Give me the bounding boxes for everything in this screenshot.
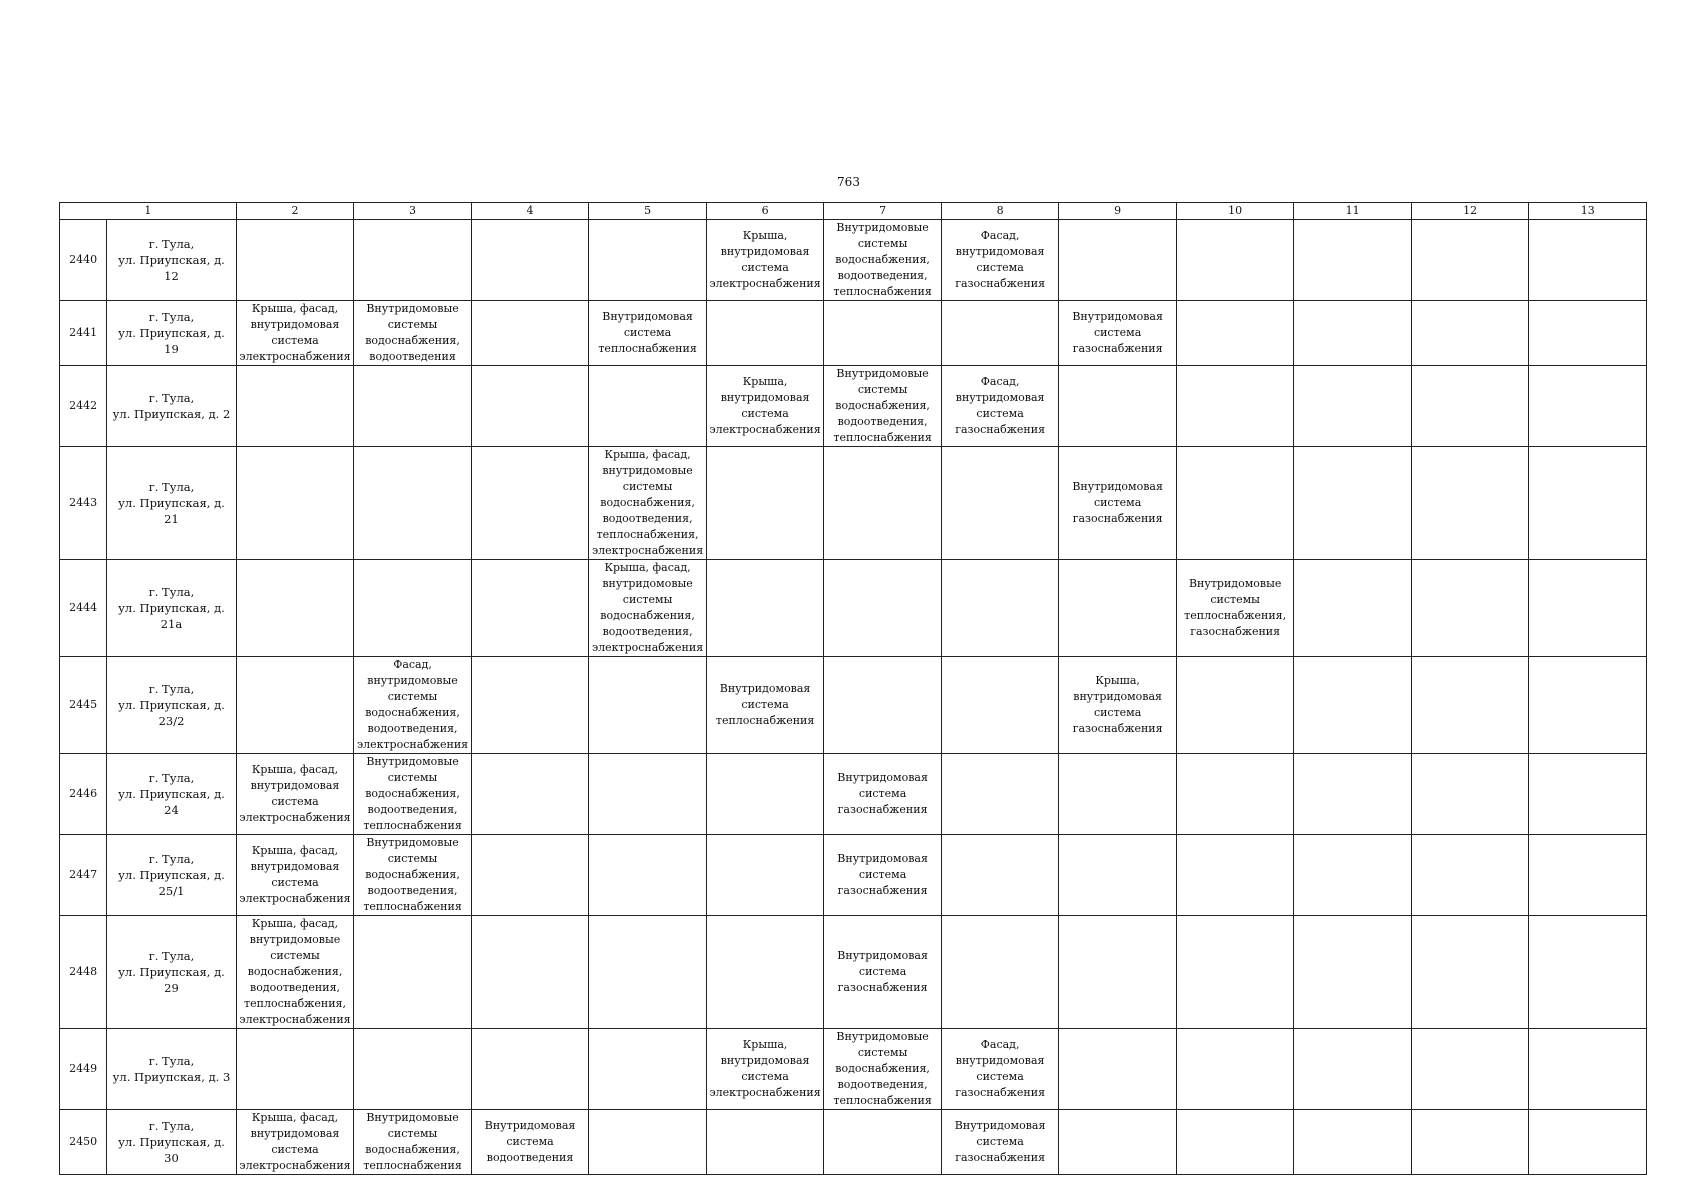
- work-cell-col-3: [354, 220, 472, 301]
- work-cell-col-10: [1176, 366, 1294, 447]
- work-cell-col-6: [706, 1110, 824, 1175]
- work-cell-col-8: Фасад, внутридомовая система газоснабжения: [941, 1029, 1059, 1110]
- work-cell-col-4: [471, 301, 589, 366]
- work-cell-col-13: [1529, 220, 1647, 301]
- work-cell-col-13: [1529, 916, 1647, 1029]
- work-cell-col-8: [941, 916, 1059, 1029]
- work-cell-col-10: [1176, 657, 1294, 754]
- column-number-header: [60, 203, 1647, 220]
- work-cell-col-6: [706, 447, 824, 560]
- address-cell: г. Тула, ул. Приупская, д. 21: [107, 447, 237, 560]
- row-number: 2448: [60, 916, 107, 1029]
- column-number-cell: 7: [824, 203, 942, 220]
- address-cell: г. Тула, ул. Приупская, д. 24: [107, 754, 237, 835]
- work-cell-col-10: [1176, 1110, 1294, 1175]
- work-cell-col-11: [1294, 301, 1412, 366]
- work-cell-col-5: [589, 916, 707, 1029]
- row-number: 2445: [60, 657, 107, 754]
- work-cell-col-4: Внутридомовая система водоотведения: [471, 1110, 589, 1175]
- table-row: [60, 916, 1647, 1029]
- work-cell-col-13: [1529, 301, 1647, 366]
- column-number-cell: 12: [1411, 203, 1529, 220]
- work-cell-col-10: [1176, 220, 1294, 301]
- work-cell-col-13: [1529, 835, 1647, 916]
- work-cell-col-10: [1176, 754, 1294, 835]
- address-cell: г. Тула, ул. Приупская, д. 12: [107, 220, 237, 301]
- work-cell-col-3: [354, 916, 472, 1029]
- work-cell-col-11: [1294, 916, 1412, 1029]
- work-cell-col-7: Внутридомовые системы водоснабжения, водоотведения, теплоснабжения: [824, 220, 942, 301]
- work-cell-col-12: [1411, 301, 1529, 366]
- work-cell-col-4: [471, 916, 589, 1029]
- work-cell-col-5: [589, 754, 707, 835]
- work-cell-col-9: [1059, 560, 1177, 657]
- work-cell-col-13: [1529, 560, 1647, 657]
- work-cell-col-12: [1411, 220, 1529, 301]
- column-number-cell: 9: [1059, 203, 1177, 220]
- table-row: [60, 1029, 1647, 1110]
- work-cell-col-5: [589, 657, 707, 754]
- work-cell-col-8: [941, 835, 1059, 916]
- work-cell-col-2: [236, 220, 354, 301]
- work-cell-col-7: Внутридомовые системы водоснабжения, водоотведения, теплоснабжения: [824, 1029, 942, 1110]
- work-cell-col-2: [236, 1029, 354, 1110]
- work-cell-col-9: [1059, 1029, 1177, 1110]
- column-number-cell: 3: [354, 203, 472, 220]
- table-row: [60, 835, 1647, 916]
- work-cell-col-5: [589, 835, 707, 916]
- work-cell-col-9: Внутридомовая система газоснабжения: [1059, 447, 1177, 560]
- work-cell-col-8: Внутридомовая система газоснабжения: [941, 1110, 1059, 1175]
- work-cell-col-3: [354, 447, 472, 560]
- work-cell-col-7: Внутридомовые системы водоснабжения, водоотведения, теплоснабжения: [824, 366, 942, 447]
- row-number: 2443: [60, 447, 107, 560]
- work-cell-col-10: [1176, 301, 1294, 366]
- work-cell-col-10: [1176, 1029, 1294, 1110]
- address-cell: г. Тула, ул. Приупская, д. 25/1: [107, 835, 237, 916]
- work-cell-col-4: [471, 366, 589, 447]
- repair-schedule-table: [59, 202, 1647, 1175]
- work-cell-col-9: [1059, 754, 1177, 835]
- address-cell: г. Тула, ул. Приупская, д. 23/2: [107, 657, 237, 754]
- row-number: 2444: [60, 560, 107, 657]
- work-cell-col-4: [471, 447, 589, 560]
- work-cell-col-11: [1294, 220, 1412, 301]
- work-cell-col-5: [589, 220, 707, 301]
- work-cell-col-8: Фасад, внутридомовая система газоснабжения: [941, 366, 1059, 447]
- work-cell-col-11: [1294, 657, 1412, 754]
- work-cell-col-2: Крыша, фасад, внутридомовые системы водоснабжения, водоотведения, теплоснабжения, электроснабжения: [236, 916, 354, 1029]
- column-number-cell: 6: [706, 203, 824, 220]
- work-cell-col-13: [1529, 1029, 1647, 1110]
- work-cell-col-3: Фасад, внутридомовые системы водоснабжения, водоотведения, электроснабжения: [354, 657, 472, 754]
- work-cell-col-7: [824, 560, 942, 657]
- work-cell-col-12: [1411, 835, 1529, 916]
- row-number: 2440: [60, 220, 107, 301]
- work-cell-col-3: Внутридомовые системы водоснабжения, водоотведения: [354, 301, 472, 366]
- work-cell-col-5: Крыша, фасад, внутридомовые системы водоснабжения, водоотведения, электроснабжения: [589, 560, 707, 657]
- work-cell-col-6: Внутридомовая система теплоснабжения: [706, 657, 824, 754]
- work-cell-col-7: [824, 1110, 942, 1175]
- work-cell-col-11: [1294, 754, 1412, 835]
- work-cell-col-10: Внутридомовые системы теплоснабжения, газоснабжения: [1176, 560, 1294, 657]
- work-cell-col-9: [1059, 835, 1177, 916]
- column-number-cell: 1: [60, 203, 237, 220]
- work-cell-col-6: [706, 916, 824, 1029]
- table-row: [60, 366, 1647, 447]
- column-number-cell: 5: [589, 203, 707, 220]
- work-cell-col-2: [236, 447, 354, 560]
- column-number-cell: 13: [1529, 203, 1647, 220]
- column-number-cell: 8: [941, 203, 1059, 220]
- work-cell-col-11: [1294, 1110, 1412, 1175]
- work-cell-col-7: Внутридомовая система газоснабжения: [824, 916, 942, 1029]
- work-cell-col-2: [236, 560, 354, 657]
- work-cell-col-3: Внутридомовые системы водоснабжения, водоотведения, теплоснабжения: [354, 754, 472, 835]
- work-cell-col-8: [941, 301, 1059, 366]
- work-cell-col-3: [354, 1029, 472, 1110]
- work-cell-col-7: Внутридомовая система газоснабжения: [824, 835, 942, 916]
- work-cell-col-4: [471, 220, 589, 301]
- work-cell-col-7: [824, 301, 942, 366]
- work-cell-col-5: [589, 366, 707, 447]
- column-number-cell: 10: [1176, 203, 1294, 220]
- work-cell-col-9: [1059, 366, 1177, 447]
- work-cell-col-8: [941, 560, 1059, 657]
- work-cell-col-9: Внутридомовая система газоснабжения: [1059, 301, 1177, 366]
- work-cell-col-3: Внутридомовые системы водоснабжения, теплоснабжения: [354, 1110, 472, 1175]
- address-cell: г. Тула, ул. Приупская, д. 29: [107, 916, 237, 1029]
- work-cell-col-2: Крыша, фасад, внутридомовая система электроснабжения: [236, 301, 354, 366]
- work-cell-col-6: Крыша, внутридомовая система электроснабжения: [706, 366, 824, 447]
- address-cell: г. Тула, ул. Приупская, д. 2: [107, 366, 237, 447]
- address-cell: г. Тула, ул. Приупская, д. 30: [107, 1110, 237, 1175]
- work-cell-col-8: [941, 657, 1059, 754]
- work-cell-col-6: [706, 754, 824, 835]
- work-cell-col-12: [1411, 560, 1529, 657]
- address-cell: г. Тула, ул. Приупская, д. 3: [107, 1029, 237, 1110]
- work-cell-col-12: [1411, 447, 1529, 560]
- work-cell-col-4: [471, 835, 589, 916]
- table-row: [60, 560, 1647, 657]
- work-cell-col-7: Внутридомовая система газоснабжения: [824, 754, 942, 835]
- work-cell-col-12: [1411, 916, 1529, 1029]
- address-cell: г. Тула, ул. Приупская, д. 19: [107, 301, 237, 366]
- work-cell-col-5: Внутридомовая система теплоснабжения: [589, 301, 707, 366]
- work-cell-col-13: [1529, 754, 1647, 835]
- table-row: [60, 301, 1647, 366]
- work-cell-col-11: [1294, 835, 1412, 916]
- row-number: 2449: [60, 1029, 107, 1110]
- work-cell-col-13: [1529, 447, 1647, 560]
- work-cell-col-5: [589, 1029, 707, 1110]
- work-cell-col-13: [1529, 657, 1647, 754]
- work-cell-col-2: [236, 657, 354, 754]
- work-cell-col-3: [354, 560, 472, 657]
- table-row: [60, 754, 1647, 835]
- row-number: 2441: [60, 301, 107, 366]
- address-cell: г. Тула, ул. Приупская, д. 21а: [107, 560, 237, 657]
- work-cell-col-4: [471, 754, 589, 835]
- work-cell-col-12: [1411, 1110, 1529, 1175]
- work-cell-col-10: [1176, 835, 1294, 916]
- work-cell-col-8: [941, 754, 1059, 835]
- work-cell-col-6: [706, 560, 824, 657]
- work-cell-col-12: [1411, 754, 1529, 835]
- column-number-cell: 2: [236, 203, 354, 220]
- table-body: [60, 203, 1647, 1175]
- work-cell-col-8: Фасад, внутридомовая система газоснабжения: [941, 220, 1059, 301]
- work-cell-col-6: [706, 835, 824, 916]
- work-cell-col-3: [354, 366, 472, 447]
- column-number-cell: 4: [471, 203, 589, 220]
- work-cell-col-4: [471, 657, 589, 754]
- work-cell-col-9: [1059, 220, 1177, 301]
- work-cell-col-7: [824, 657, 942, 754]
- table-row: [60, 220, 1647, 301]
- work-cell-col-2: [236, 366, 354, 447]
- work-cell-col-6: [706, 301, 824, 366]
- work-cell-col-3: Внутридомовые системы водоснабжения, водоотведения, теплоснабжения: [354, 835, 472, 916]
- work-cell-col-2: Крыша, фасад, внутридомовая система электроснабжения: [236, 835, 354, 916]
- work-cell-col-4: [471, 1029, 589, 1110]
- work-cell-col-11: [1294, 1029, 1412, 1110]
- row-number: 2446: [60, 754, 107, 835]
- work-cell-col-5: [589, 1110, 707, 1175]
- row-number: 2447: [60, 835, 107, 916]
- work-cell-col-12: [1411, 366, 1529, 447]
- work-cell-col-4: [471, 560, 589, 657]
- work-cell-col-10: [1176, 447, 1294, 560]
- work-cell-col-9: Крыша, внутридомовая система газоснабжения: [1059, 657, 1177, 754]
- work-cell-col-5: Крыша, фасад, внутридомовые системы водоснабжения, водоотведения, теплоснабжения, электроснабжения: [589, 447, 707, 560]
- work-cell-col-9: [1059, 1110, 1177, 1175]
- work-cell-col-6: Крыша, внутридомовая система электроснабжения: [706, 1029, 824, 1110]
- table-row: [60, 657, 1647, 754]
- work-cell-col-13: [1529, 366, 1647, 447]
- work-cell-col-7: [824, 447, 942, 560]
- work-cell-col-6: Крыша, внутридомовая система электроснабжения: [706, 220, 824, 301]
- table-row: [60, 1110, 1647, 1175]
- work-cell-col-12: [1411, 657, 1529, 754]
- work-cell-col-9: [1059, 916, 1177, 1029]
- row-number: 2450: [60, 1110, 107, 1175]
- work-cell-col-11: [1294, 447, 1412, 560]
- work-cell-col-13: [1529, 1110, 1647, 1175]
- work-cell-col-11: [1294, 366, 1412, 447]
- work-cell-col-10: [1176, 916, 1294, 1029]
- column-number-cell: 11: [1294, 203, 1412, 220]
- table-row: [60, 447, 1647, 560]
- page-number: 763: [837, 175, 860, 189]
- work-cell-col-11: [1294, 560, 1412, 657]
- work-cell-col-12: [1411, 1029, 1529, 1110]
- row-number: 2442: [60, 366, 107, 447]
- work-cell-col-8: [941, 447, 1059, 560]
- work-cell-col-2: Крыша, фасад, внутридомовая система электроснабжения: [236, 754, 354, 835]
- work-cell-col-2: Крыша, фасад, внутридомовая система электроснабжения: [236, 1110, 354, 1175]
